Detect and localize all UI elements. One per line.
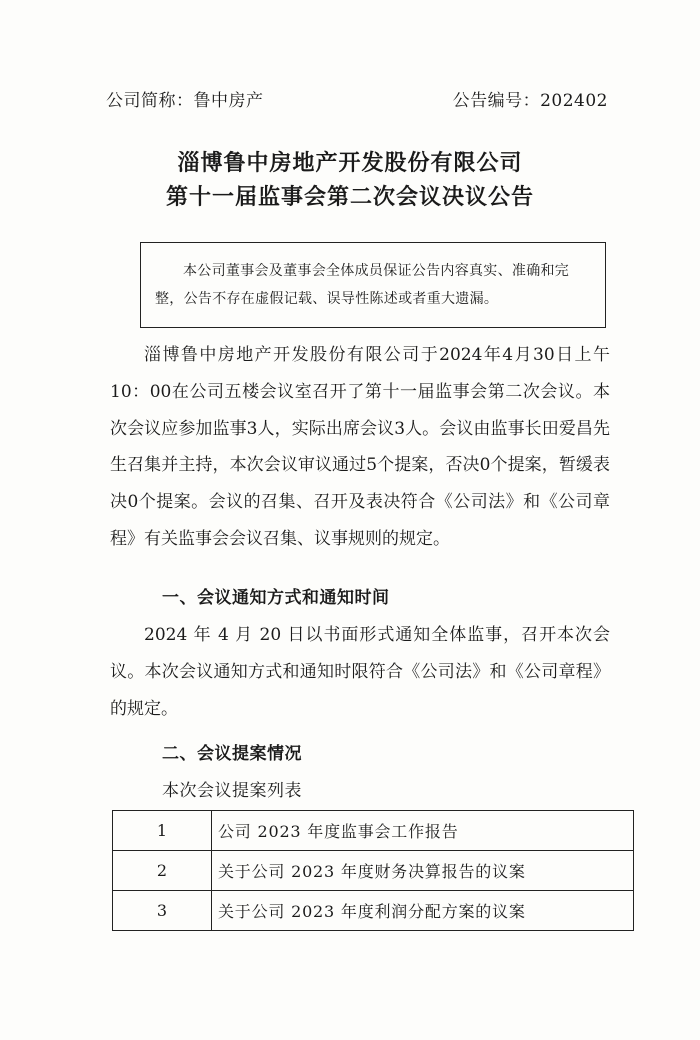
table-row xyxy=(113,891,634,931)
table-row xyxy=(113,851,634,891)
section-2-heading: 二、会议提案情况 xyxy=(162,744,302,764)
proposal-number: 1 xyxy=(113,811,212,851)
section-1-heading: 一、会议通知方式和通知时间 xyxy=(162,588,390,608)
meeting-overview-paragraph: 淄博鲁中房地产开发股份有限公司于2024年4月30日上午10：00在公司五楼会议室召开了第十一届监事会第二次会议。本次会议应参加监事3人，实际出席会议3人。会议由监事长田爱昌先生召集并主持，本次会议审议通过5个提案，否决0个提案，暂缓表决0个提案。会议的召集、召开及表决符合《公司法》和《公司章程》有关监事会会议召集、议事规则的规定。 xyxy=(110,345,610,549)
proposal-name: 关于公司 2023 年度财务决算报告的议案 xyxy=(212,851,634,891)
title-announcement: 第十一届监事会第二次会议决议公告 xyxy=(165,185,534,210)
proposal-number: 2 xyxy=(113,851,212,891)
table-row xyxy=(113,811,634,851)
disclaimer-box: 本公司董事会及董事会全体成员保证公告内容真实、准确和完整，公告不存在虚假记载、误导性陈述或者重大遗漏。 xyxy=(140,242,606,328)
proposal-name: 公司 2023 年度监事会工作报告 xyxy=(212,811,634,851)
proposal-number: 3 xyxy=(113,891,212,931)
section-1-text: 2024 年 4 月 20 日以书面形式通知全体监事，召开本次会议。本次会议通知方式和通知时限符合《公司法》和《公司章程》的规定。 xyxy=(110,625,610,719)
proposals-table xyxy=(112,810,634,931)
title-company: 淄博鲁中房地产开发股份有限公司 xyxy=(177,151,523,176)
proposal-name: 关于公司 2023 年度利润分配方案的议案 xyxy=(212,891,634,931)
table-caption: 本次会议提案列表 xyxy=(162,781,302,801)
header-row xyxy=(106,86,608,111)
company-short-name: 公司简称：鲁中房产 xyxy=(106,91,264,111)
notice-number: 公告编号：202402 xyxy=(452,91,608,111)
